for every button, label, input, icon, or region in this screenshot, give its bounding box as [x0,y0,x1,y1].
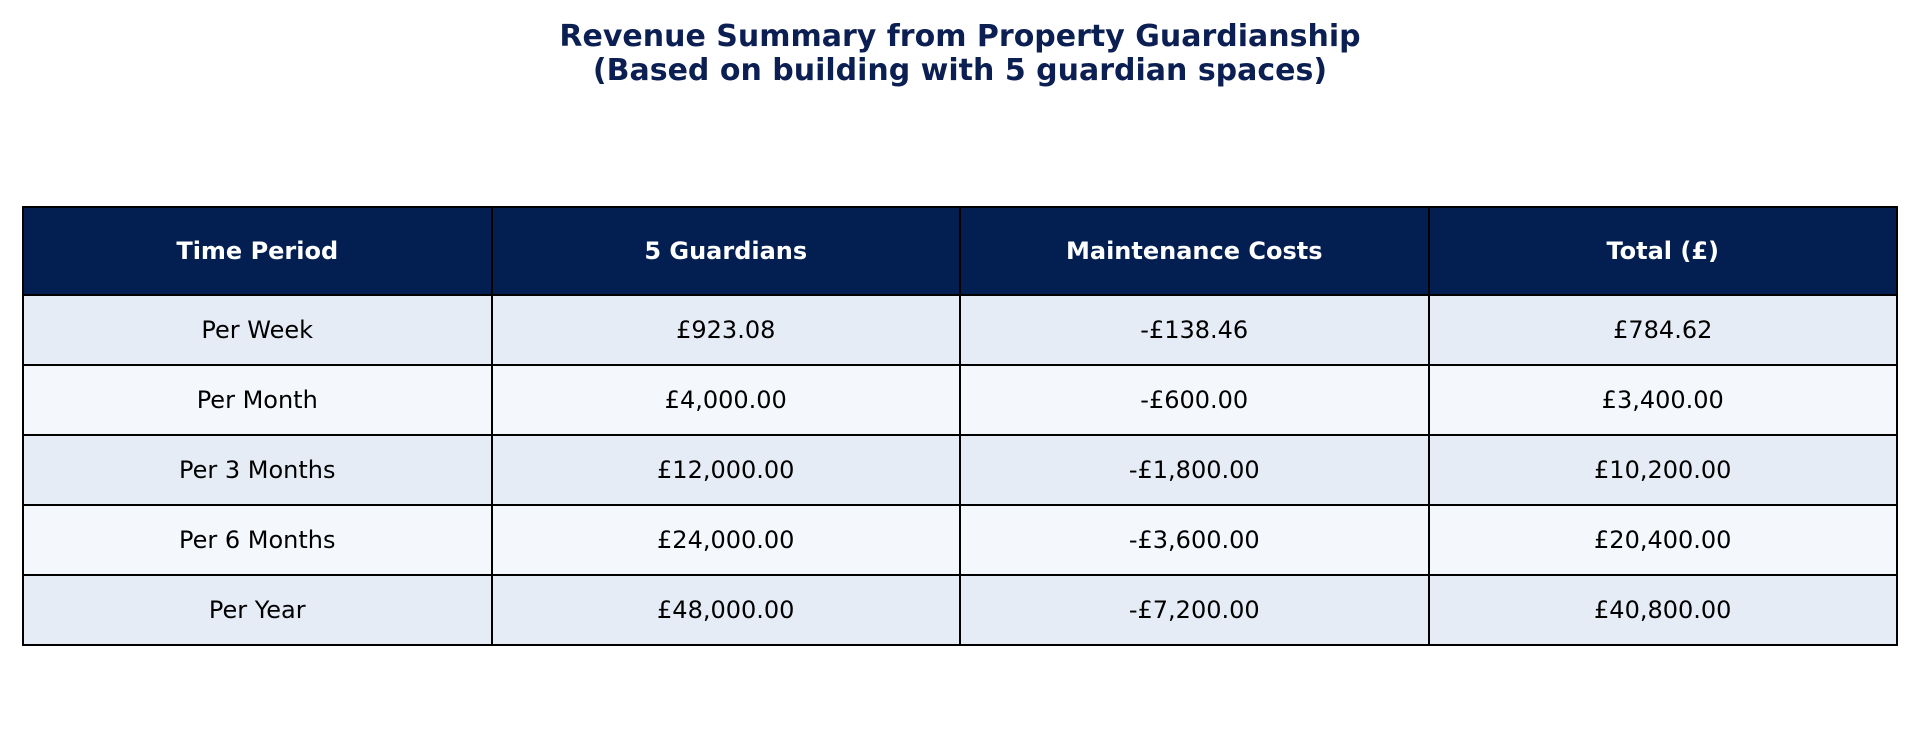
cell-maintenance-costs: -£3,600.00 [960,505,1429,575]
cell-total: £40,800.00 [1429,575,1898,645]
table-body [23,295,1897,645]
cell-maintenance-costs: -£138.46 [960,295,1429,365]
header-row [23,207,1897,295]
table-row [23,295,1897,365]
cell-5-guardians: £24,000.00 [492,505,961,575]
cell-time-period: Per Week [23,295,492,365]
cell-maintenance-costs: -£600.00 [960,365,1429,435]
chart-title: Revenue Summary from Property Guardianship [559,19,1361,54]
cell-time-period: Per Year [23,575,492,645]
chart-title-block [0,20,1920,88]
cell-total: £10,200.00 [1429,435,1898,505]
chart-subtitle: (Based on building with 5 guardian spaces) [592,53,1328,88]
cell-5-guardians: £4,000.00 [492,365,961,435]
column-header-5-guardians: 5 Guardians [492,207,961,295]
revenue-summary-table [22,206,1898,646]
cell-maintenance-costs: -£7,200.00 [960,575,1429,645]
cell-total: £3,400.00 [1429,365,1898,435]
cell-time-period: Per 6 Months [23,505,492,575]
table-row [23,365,1897,435]
cell-total: £20,400.00 [1429,505,1898,575]
table-row [23,575,1897,645]
column-header-time-period: Time Period [23,207,492,295]
cell-5-guardians: £48,000.00 [492,575,961,645]
cell-time-period: Per Month [23,365,492,435]
revenue-table-container [22,206,1898,646]
cell-total: £784.62 [1429,295,1898,365]
table-header [23,207,1897,295]
cell-5-guardians: £12,000.00 [492,435,961,505]
table-row [23,435,1897,505]
cell-maintenance-costs: -£1,800.00 [960,435,1429,505]
cell-time-period: Per 3 Months [23,435,492,505]
table-row [23,505,1897,575]
cell-5-guardians: £923.08 [492,295,961,365]
column-header-maintenance-costs: Maintenance Costs [960,207,1429,295]
column-header-total: Total (£) [1429,207,1898,295]
